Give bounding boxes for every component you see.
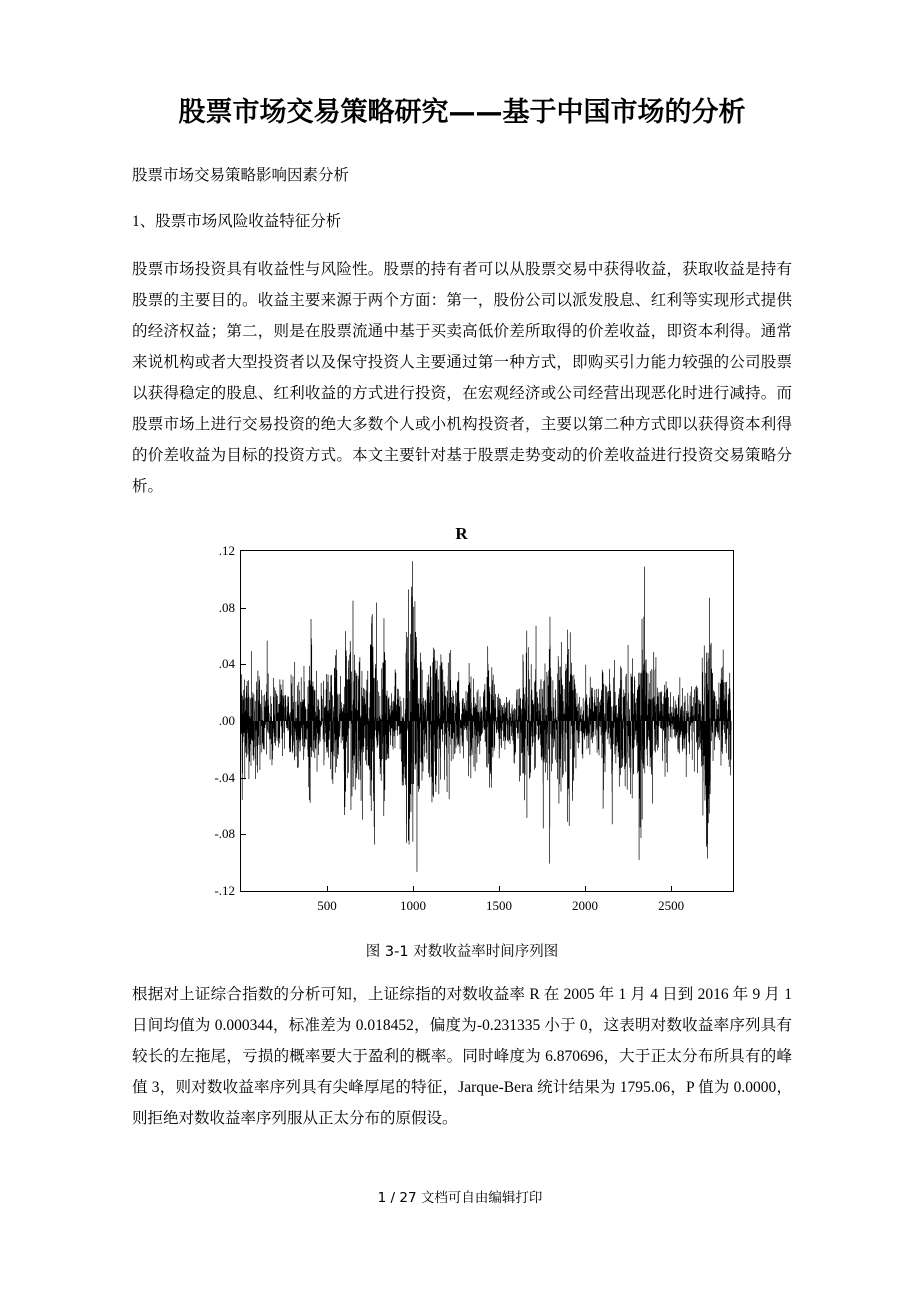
figure-caption: 图 3-1 对数收益率时间序列图 bbox=[365, 944, 559, 960]
chart-title: R bbox=[455, 524, 469, 543]
y-axis-tick-label: .12 bbox=[218, 543, 235, 558]
y-axis-tick-label: .04 bbox=[218, 656, 235, 672]
subsection-heading: 1、股票市场风险收益特征分析 bbox=[132, 213, 342, 230]
y-axis-tick-label: -.12 bbox=[214, 883, 235, 898]
log-return-timeseries-chart bbox=[182, 524, 742, 924]
y-axis-tick-label: -.04 bbox=[214, 769, 235, 785]
section-heading: 股票市场交易策略影响因素分析 bbox=[132, 167, 350, 184]
y-axis-tick-label: .00 bbox=[218, 713, 235, 728]
x-axis-tick-label: 2500 bbox=[658, 898, 685, 913]
x-axis-tick-label: 500 bbox=[317, 898, 337, 913]
page-footer: 1 / 27 文档可自由编辑打印 bbox=[377, 1190, 543, 1206]
chart-plot-area bbox=[214, 543, 734, 913]
paragraph-statistics: 根据对上证综合指数的分析可知，上证综指的对数收益率 R 在 2005 年 1 月 4 日到 2016 年 9 月 1 日间均值为 0.000344，标准差为 0.018452，偏度为-0.231335 小于 0，这表明对数收益率序列具有较长的左拖尾，亏损的概率要大于盈利的概率。同时峰度为 6.870696，大于正太分布所具有的峰值 3，则对数收益率序列具有尖峰厚尾的特征，Jarque-Bera 统计结果为 1795.06，P 值为 0.0000，则拒绝对数收益率序列服从正太分布的原假设。 bbox=[132, 986, 792, 1127]
paragraph-risk-return: 股票市场投资具有收益性与风险性。股票的持有者可以从股票交易中获得收益，获取收益是持有股票的主要目的。收益主要来源于两个方面：第一，股份公司以派发股息、红利等实现形式提供的经济权益；第二，则是在股票流通中基于买卖高低价差所取得的价差收益，即资本利得。通常来说机构或者大型投资者以及保守投资人主要通过第一种方式，即购买引力能力较强的公司股票以获得稳定的股息、红利收益的方式进行投资，在宏观经济或公司经营出现恶化时进行减持。而股票市场上进行交易投资的绝大多数个人或小机构投资者，主要以第二种方式即以获得资本利得的价差收益为目标的投资方式。本文主要针对基于股票走势变动的价差收益进行投资交易策略分析。 bbox=[132, 261, 792, 495]
page-title: 股票市场交易策略研究——基于中国市场的分析 bbox=[178, 97, 746, 128]
x-axis-tick-label: 1500 bbox=[486, 898, 513, 913]
y-axis-tick-label: .08 bbox=[218, 599, 235, 615]
document-content bbox=[132, 90, 792, 1152]
log-return-series-path bbox=[241, 551, 733, 891]
figure-3-1 bbox=[132, 524, 792, 961]
x-axis-tick-label: 2000 bbox=[572, 898, 599, 913]
y-axis-tick-label: -.08 bbox=[214, 826, 235, 842]
x-axis-tick-label: 1000 bbox=[400, 898, 427, 913]
